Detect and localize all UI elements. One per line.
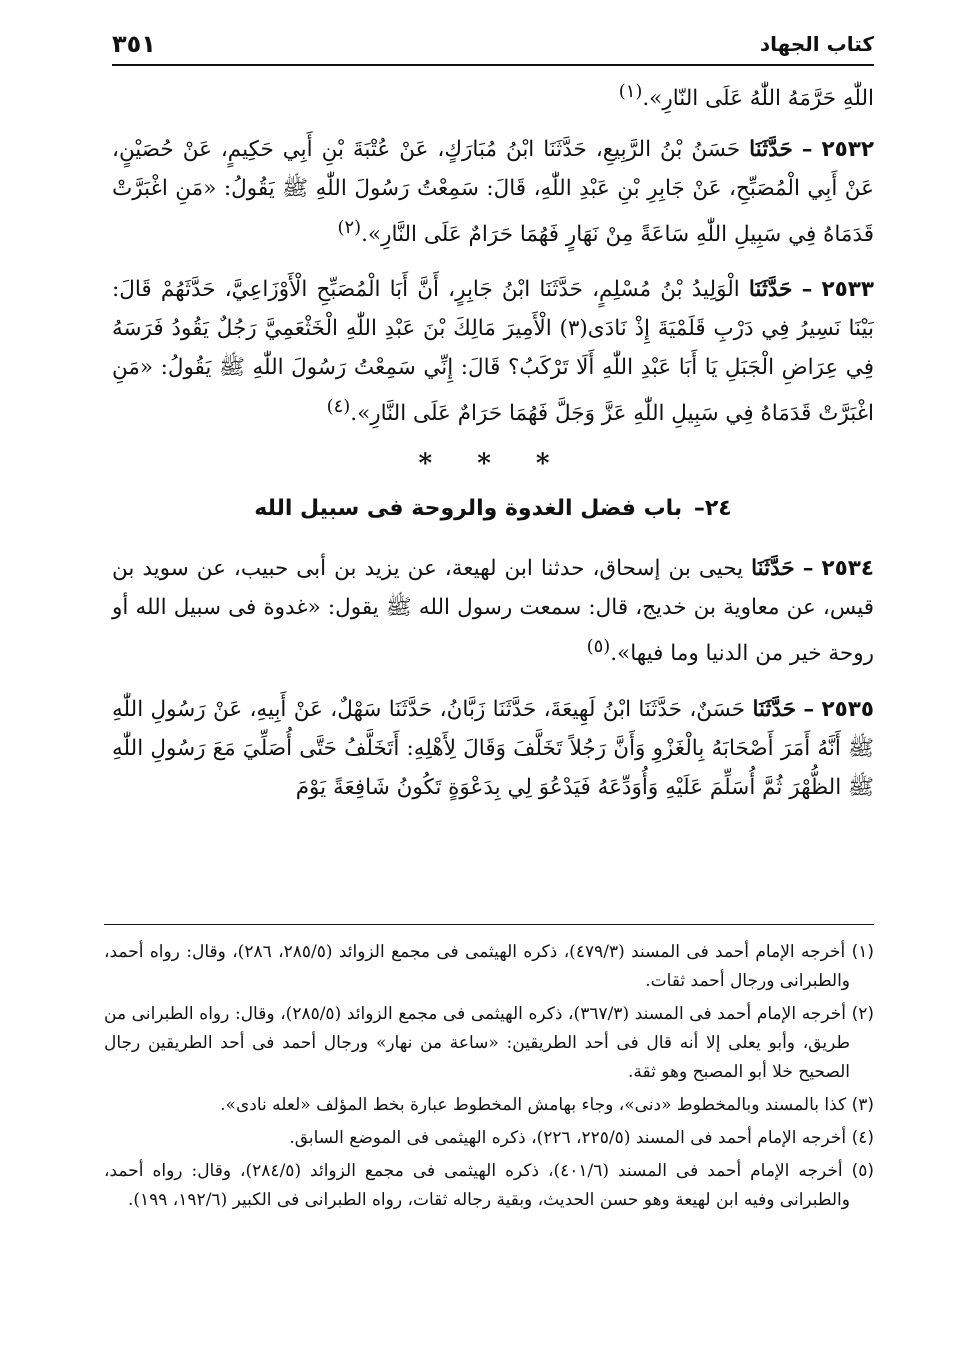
footnote-ref: (١) <box>618 81 643 102</box>
hadith-text: حَسَنُ بْنُ الرَّبِيعِ، حَدَّثَنَا ابْنُ مُبَارَكٍ، عَنْ عُتْبَةَ بْنِ أَبِي حَكِيمٍ، عَنْ حُصَيْنٍ، عَنْ أَبِي الْمُصَبِّحِ، عَنْ جَابِرِ بْنِ عَبْدِ اللّٰهِ، قَالَ: سَمِعْتُ رَسُولَ اللّٰهِ ﷺ يَقُولُ: «مَنِ اغْبَرَّتْ قَدَمَاهُ فِي سَبِيلِ اللّٰهِ سَاعَةً مِنْ نَهَارٍ فَهُمَا حَرَامٌ عَلَى النَّارِ». <box>112 137 874 248</box>
dash-separator: – <box>802 556 814 582</box>
footnote-text: أخرجه الإمام أحمد فى المسند (٣٦٧/٣)، ذكره الهيثمى فى مجمع الزوائد (٢٨٥/٥)، وقال: رواه الطبرانى من طريق، وأبو يعلى إلا أنه قال فى أحد الطريقين: «ساعة من نهار» ورجال أحمد فى أحد الطريقين رجال الصحيح خلا أبو المصبح وهو ثقة. <box>104 1004 850 1082</box>
hadith-number: ٢٥٣٢ <box>821 137 874 163</box>
footnote-marker: (١) <box>851 942 874 962</box>
hadith-number: ٢٥٣٤ <box>821 556 874 582</box>
footnote-text: كذا بالمسند وبالمخطوط «دنى»، وجاء بهامش المخطوط عبارة بخط المؤلف «لعله نادى». <box>220 1095 847 1115</box>
dash-separator: – <box>801 137 813 163</box>
footnote-ref: (٤) <box>326 396 351 418</box>
chapter-title: باب فضل الغدوة والروحة فى سبيل الله <box>254 496 683 522</box>
chapter-number: ٢٤– <box>693 496 732 522</box>
hadith-2534 <box>112 549 874 673</box>
page-header <box>112 30 874 66</box>
hadith-opener: حَدَّثَنَا <box>751 556 795 582</box>
dash-separator: – <box>803 696 815 722</box>
section-separator: * * * <box>418 449 568 480</box>
footnote-marker: (٢) <box>851 1004 874 1024</box>
footnote-text: أخرجه الإمام أحمد فى المسند (٢٢٥/٥، ٢٢٦)، ذكره الهيثمى فى الموضع السابق. <box>289 1128 847 1148</box>
footnote <box>104 1124 874 1153</box>
hadith-2532 <box>112 130 874 254</box>
footnote-text: أخرجه الإمام أحمد فى المسند (٤٧٩/٣)، ذكره الهيثمى فى مجمع الزوائد (٢٨٥/٥، ٢٨٦)، وقال: رواه أحمد، والطبرانى ورجال أحمد ثقات. <box>104 942 850 991</box>
dash-separator: – <box>801 277 813 303</box>
hadith-opener: حَدَّثَنَا <box>752 696 797 722</box>
footnote <box>104 938 874 996</box>
footnote-marker: (٤) <box>851 1128 874 1148</box>
hadith-2533 <box>112 270 874 433</box>
hadith-number: ٢٥٣٥ <box>821 696 874 722</box>
hadith-text: الْوَلِيدُ بْنُ مُسْلِمٍ، حَدَّثَنَا ابْنُ جَابِرٍ، أَنَّ أَبَا الْمُصَبِّحِ الْأَوْزَاعِيَّ، حَدَّثَهُمْ قَالَ: بَيْنَا نَسِيرُ فِي دَرْبِ قَلَمْيَةَ إِذْ نَادَى(٣) الْأَمِيرَ مَالِكَ بْنَ عَبْدِ اللّٰهِ الْخَثْعَمِيَّ رَجُلٌ يَقُودُ فَرَسَهُ فِي عِرَاضِ الْجَبَلِ يَا أَبَا عَبْدِ اللّٰهِ أَلَا تَرْكَبُ؟ قَالَ: إِنِّي سَمِعْتُ رَسُولَ اللّٰهِ ﷺ يَقُولُ: «مَنِ اغْبَرَّتْ قَدَمَاهُ فِي سَبِيلِ اللّٰهِ عَزَّ وَجَلَّ فَهُمَا حَرَامٌ عَلَى النَّارِ». <box>112 277 874 427</box>
hadith-opener: حَدَّثَنَا <box>749 137 793 163</box>
page-number: ٣٥١ <box>112 30 156 58</box>
footnote <box>104 1091 874 1120</box>
hadith-text: يحيى بن إسحاق، حدثنا ابن لهيعة، عن يزيد بن أبى حبيب، عن سويد بن قيس، عن معاوية بن خديج، قال: سمعت رسول الله ﷺ يقول: «غدوة فى سبيل الله أو روحة خير من الدنيا وما فيها». <box>112 556 874 667</box>
intro-line <box>112 72 874 118</box>
footnote-ref: (٥) <box>586 636 611 658</box>
chapter-heading <box>112 491 874 527</box>
hadith-number: ٢٥٣٣ <box>821 277 874 303</box>
hadith-2535 <box>112 690 874 807</box>
footnote-ref: (٢) <box>337 217 362 239</box>
footnote-marker: (٥) <box>851 1161 875 1181</box>
footnote-divider <box>104 924 874 925</box>
footnote <box>104 1000 874 1087</box>
hadith-opener: حَدَّثَنَا <box>748 277 793 303</box>
footnote <box>104 1157 874 1215</box>
footnotes <box>104 938 874 1219</box>
footnote-text: أخرجه الإمام أحمد فى المسند (٤٠١/٦)، ذكره الهيثمى فى مجمع الزوائد (٢٨٤/٥)، وقال: رواه أحمد، والطبرانى وفيه ابن لهيعة وهو حسن الحديث، وبقية رجاله ثقات، رواه الطبرانى فى الكبير (١٩٢/٦، ١٩٩). <box>104 1161 850 1210</box>
book-title: كتاب الجهاد <box>759 32 874 56</box>
hadith-text: حَسَنٌ، حَدَّثَنَا ابْنُ لَهِيعَةَ، حَدَّثَنَا زَبَّانُ، حَدَّثَنَا سَهْلٌ، عَنْ أَبِيهِ، عَنْ رَسُولِ اللّٰهِ ﷺ أَنَّهُ أَمَرَ أَصْحَابَهُ بِالْغَزْوِ وَأَنَّ رَجُلاً تَخَلَّفَ وَقَالَ لِأَهْلِهِ: أَتَخَلَّفُ حَتَّى أُصَلِّيَ مَعَ رَسُولِ اللّٰهِ ﷺ الظُّهْرَ ثُمَّ أُسَلِّمَ عَلَيْهِ وَأُوَدِّعَهُ فَيَدْعُوَ لِي بِدَعْوَةٍ تَكُونُ شَافِعَةً يَوْمَ <box>112 696 874 800</box>
intro-text: اللّٰهِ حَرَّمَهُ اللّٰهُ عَلَى النّارِ». <box>642 86 874 112</box>
main-text <box>112 72 874 823</box>
footnote-marker: (٣) <box>851 1095 874 1115</box>
